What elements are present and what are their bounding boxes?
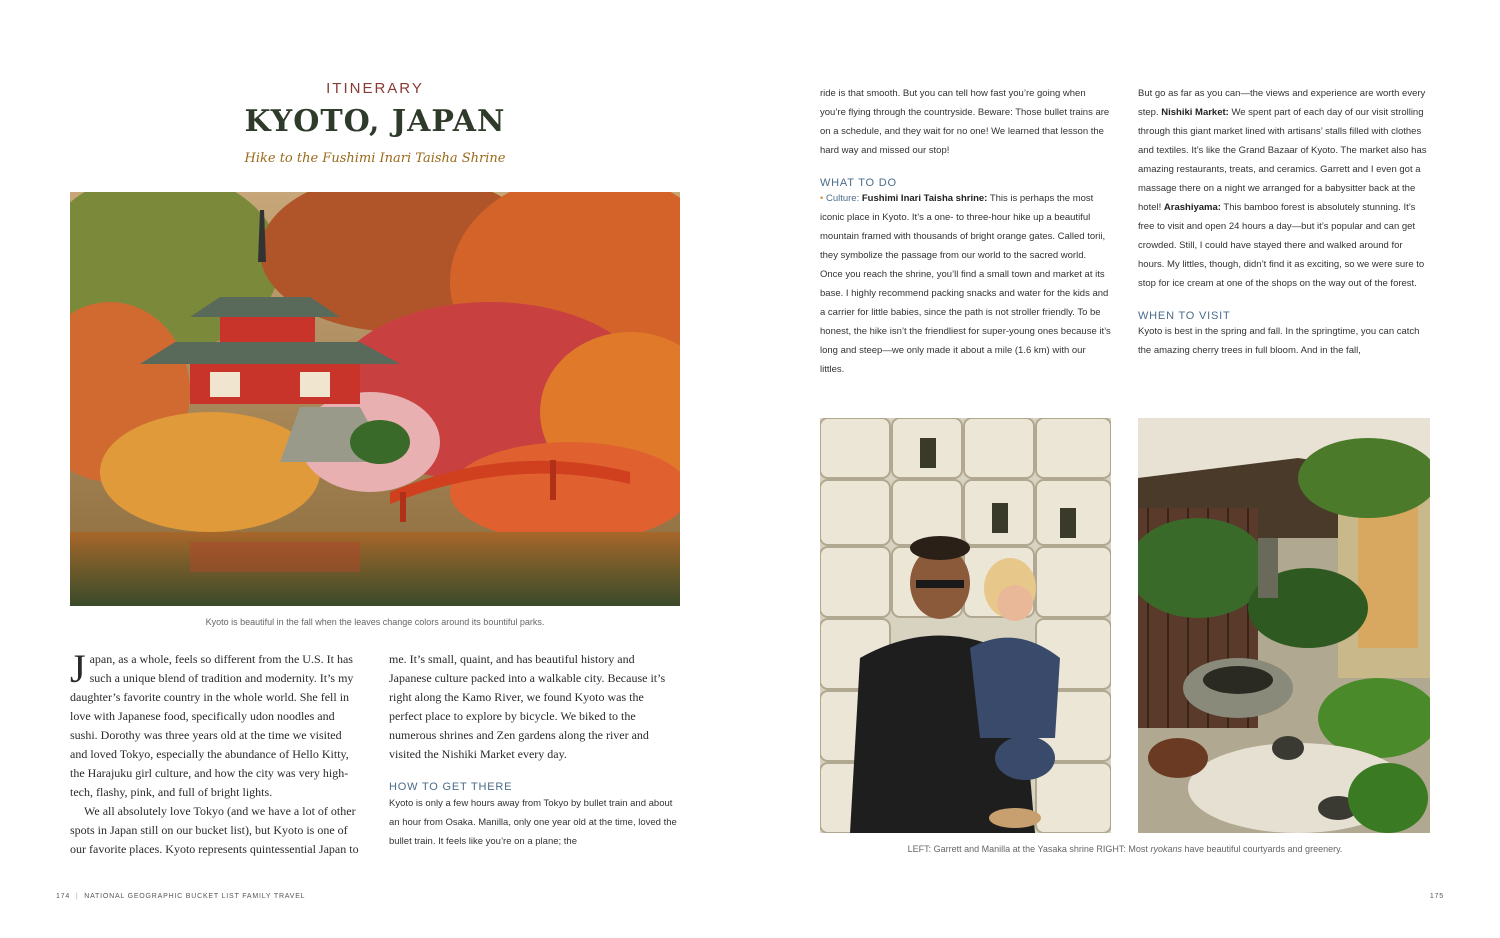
how-to-get-there-heading: HOW TO GET THERE [389, 781, 513, 793]
fushimi-text: This is perhaps the most iconic place in Kyoto. It’s a one- to three-hour hike up a beautiful mountain framed with thousands of bright orange gates. Called torii, they symbolize the passage from our world to the sacred world. Once you reach the shrine, you’ll find a small town and market at its base. I highly recommend packing snacks and water for the kids and a carrier for little babies, since the path is not stroller friendly. To be honest, the hike isn’t the friendliest for super-young ones because it’s long and steep—we only made it about a mile (1.6 km) with our littles. [820, 193, 1111, 375]
intro-paragraph-continued: me. It’s small, quaint, and has beautiful history and Japanese culture packed into a walkable city. Because it’s right along the Kamo River, we found Kyoto was the perfect place to explore by bicycle. We biked to the numerous shrines and Zen gardens along the river and visited the Nishiki Market every day. [389, 652, 666, 761]
caption-left-label: LEFT: [907, 844, 932, 854]
how-to-get-there-text-continued: ride is that smooth. But you can tell how fast you’re going when you’re flying through the countryside. Beware: Those bullet trains are on a schedule, and they wait for no one! We learned that lesson the hard way and missed our stop! [820, 88, 1110, 156]
caption-right-text-b: have beautiful courtyards and greenery. [1184, 844, 1343, 854]
right-page-number: 175 [1429, 893, 1444, 900]
father-child-shrine-photo [820, 418, 1111, 833]
bullet-marker: • [820, 193, 824, 204]
arashiyama-label: Arashiyama: [1163, 202, 1221, 213]
fushimi-inari-entry [820, 189, 1111, 379]
pagoda-autumn-photo [70, 192, 680, 606]
caption-left-text: Garrett and Manilla at the Yasaka shrine [933, 844, 1094, 854]
right-column-1 [820, 84, 1111, 379]
intro-paragraph-2: We all absolutely love Tokyo (and we have a lot of other spots in Japan still on our bucket list), but Kyoto is one of our favorite places. Kyoto represents quintessential Japan to [70, 804, 359, 856]
folio-separator: | [75, 893, 79, 900]
intro-column-2 [389, 650, 680, 851]
intro-paragraph-1: Japan, as a whole, feels so different from the U.S. It has such a unique blend of tradition and modernity. It’s my daughter’s favorite country in the whole world. She fell in love with Japanese food, specifically udon noodles and sushi. Dorothy was three years old at the time we visited and loved Tokyo, especially the abundance of Hello Kitty, the Harajuku girl culture, and how the city was very high-tech, flashy, pink, and full of bright lights. [70, 646, 354, 799]
page-subtitle: Hike to the Fushimi Inari Taisha Shrine [244, 151, 506, 166]
nishiki-market-label: Nishiki Market: [1161, 107, 1229, 118]
right-column-2 [1138, 84, 1430, 360]
page-title: KYOTO, JAPAN [244, 104, 506, 139]
what-to-do-heading: WHAT TO DO [820, 177, 897, 189]
section-kicker: ITINERARY [326, 80, 424, 97]
left-folio [56, 893, 305, 900]
left-page-number: 174 [56, 893, 71, 900]
book-title: NATIONAL GEOGRAPHIC BUCKET LIST FAMILY TRAVEL [84, 893, 306, 900]
caption-right-label: RIGHT: [1096, 844, 1126, 854]
caption-right-text-a: Most [1128, 844, 1148, 854]
culture-label: Culture: [825, 193, 860, 204]
when-to-visit-text: Kyoto is best in the spring and fall. In the springtime, you can catch the amazing cherry trees in full bloom. And in the fall, [1138, 326, 1420, 356]
ryokan-courtyard-photo [1138, 418, 1430, 833]
nishiki-market-text: We spent part of each day of our visit strolling through this giant market lined with artisans’ stalls filled with clothes and textiles. It’s like the Grand Bazaar of Kyoto. The market also has amazing restaurants, treats, and ceramics. Garrett and I even got a massage there on a night we arranged for a babysitter back at the hotel! [1138, 107, 1427, 213]
fushimi-label: Fushimi Inari Taisha shrine: [861, 193, 988, 204]
drop-cap: J [70, 646, 86, 691]
main-photo-caption: Kyoto is beautiful in the fall when the leaves change colors around its bountiful parks. [205, 617, 545, 627]
secondary-photo-caption [820, 844, 1430, 854]
arashiyama-text: This bamboo forest is absolutely stunning. It’s free to visit and open 24 hours a day—but it’s popular and can get crowded. Still, I could have stayed there and walked around for hours. My littles, though, didn’t find it as exciting, so we were sure to stop for ice cream at one of the shops on the way out of the forest. [1138, 202, 1425, 289]
how-to-get-there-text: Kyoto is only a few hours away from Tokyo by bullet train and about an hour from Osaka. Manilla, only one year old at the time, loved the bullet train. It feels like you’re on a plane; the [389, 798, 677, 847]
caption-right-text-italic: ryokans [1150, 844, 1182, 854]
when-to-visit-heading: WHEN TO VISIT [1138, 310, 1231, 322]
attractions-text: But go as far as you can—the views and experience are worth every step. Nishiki Market: We spent part of each day of our visit strolling through this giant market lined with artisans’ stalls filled with clothes and textiles. It’s like the Grand Bazaar of Kyoto. The market also has amazing restaurants, treats, and ceramics. Garrett and I even got a massage there on a night we arranged for a babysitter back at the hotel! Arashiyama: This bamboo forest is absolutely stunning. It’s free to visit and open 24 hours a day—but it’s popular and can get crowded. Still, I could have stayed there and walked around for hours. My littles, though, didn’t find it as exciting, so we were sure to stop for ice cream at one of the shops on the way out of the forest. [1138, 88, 1427, 289]
intro-column-1 [70, 646, 361, 859]
